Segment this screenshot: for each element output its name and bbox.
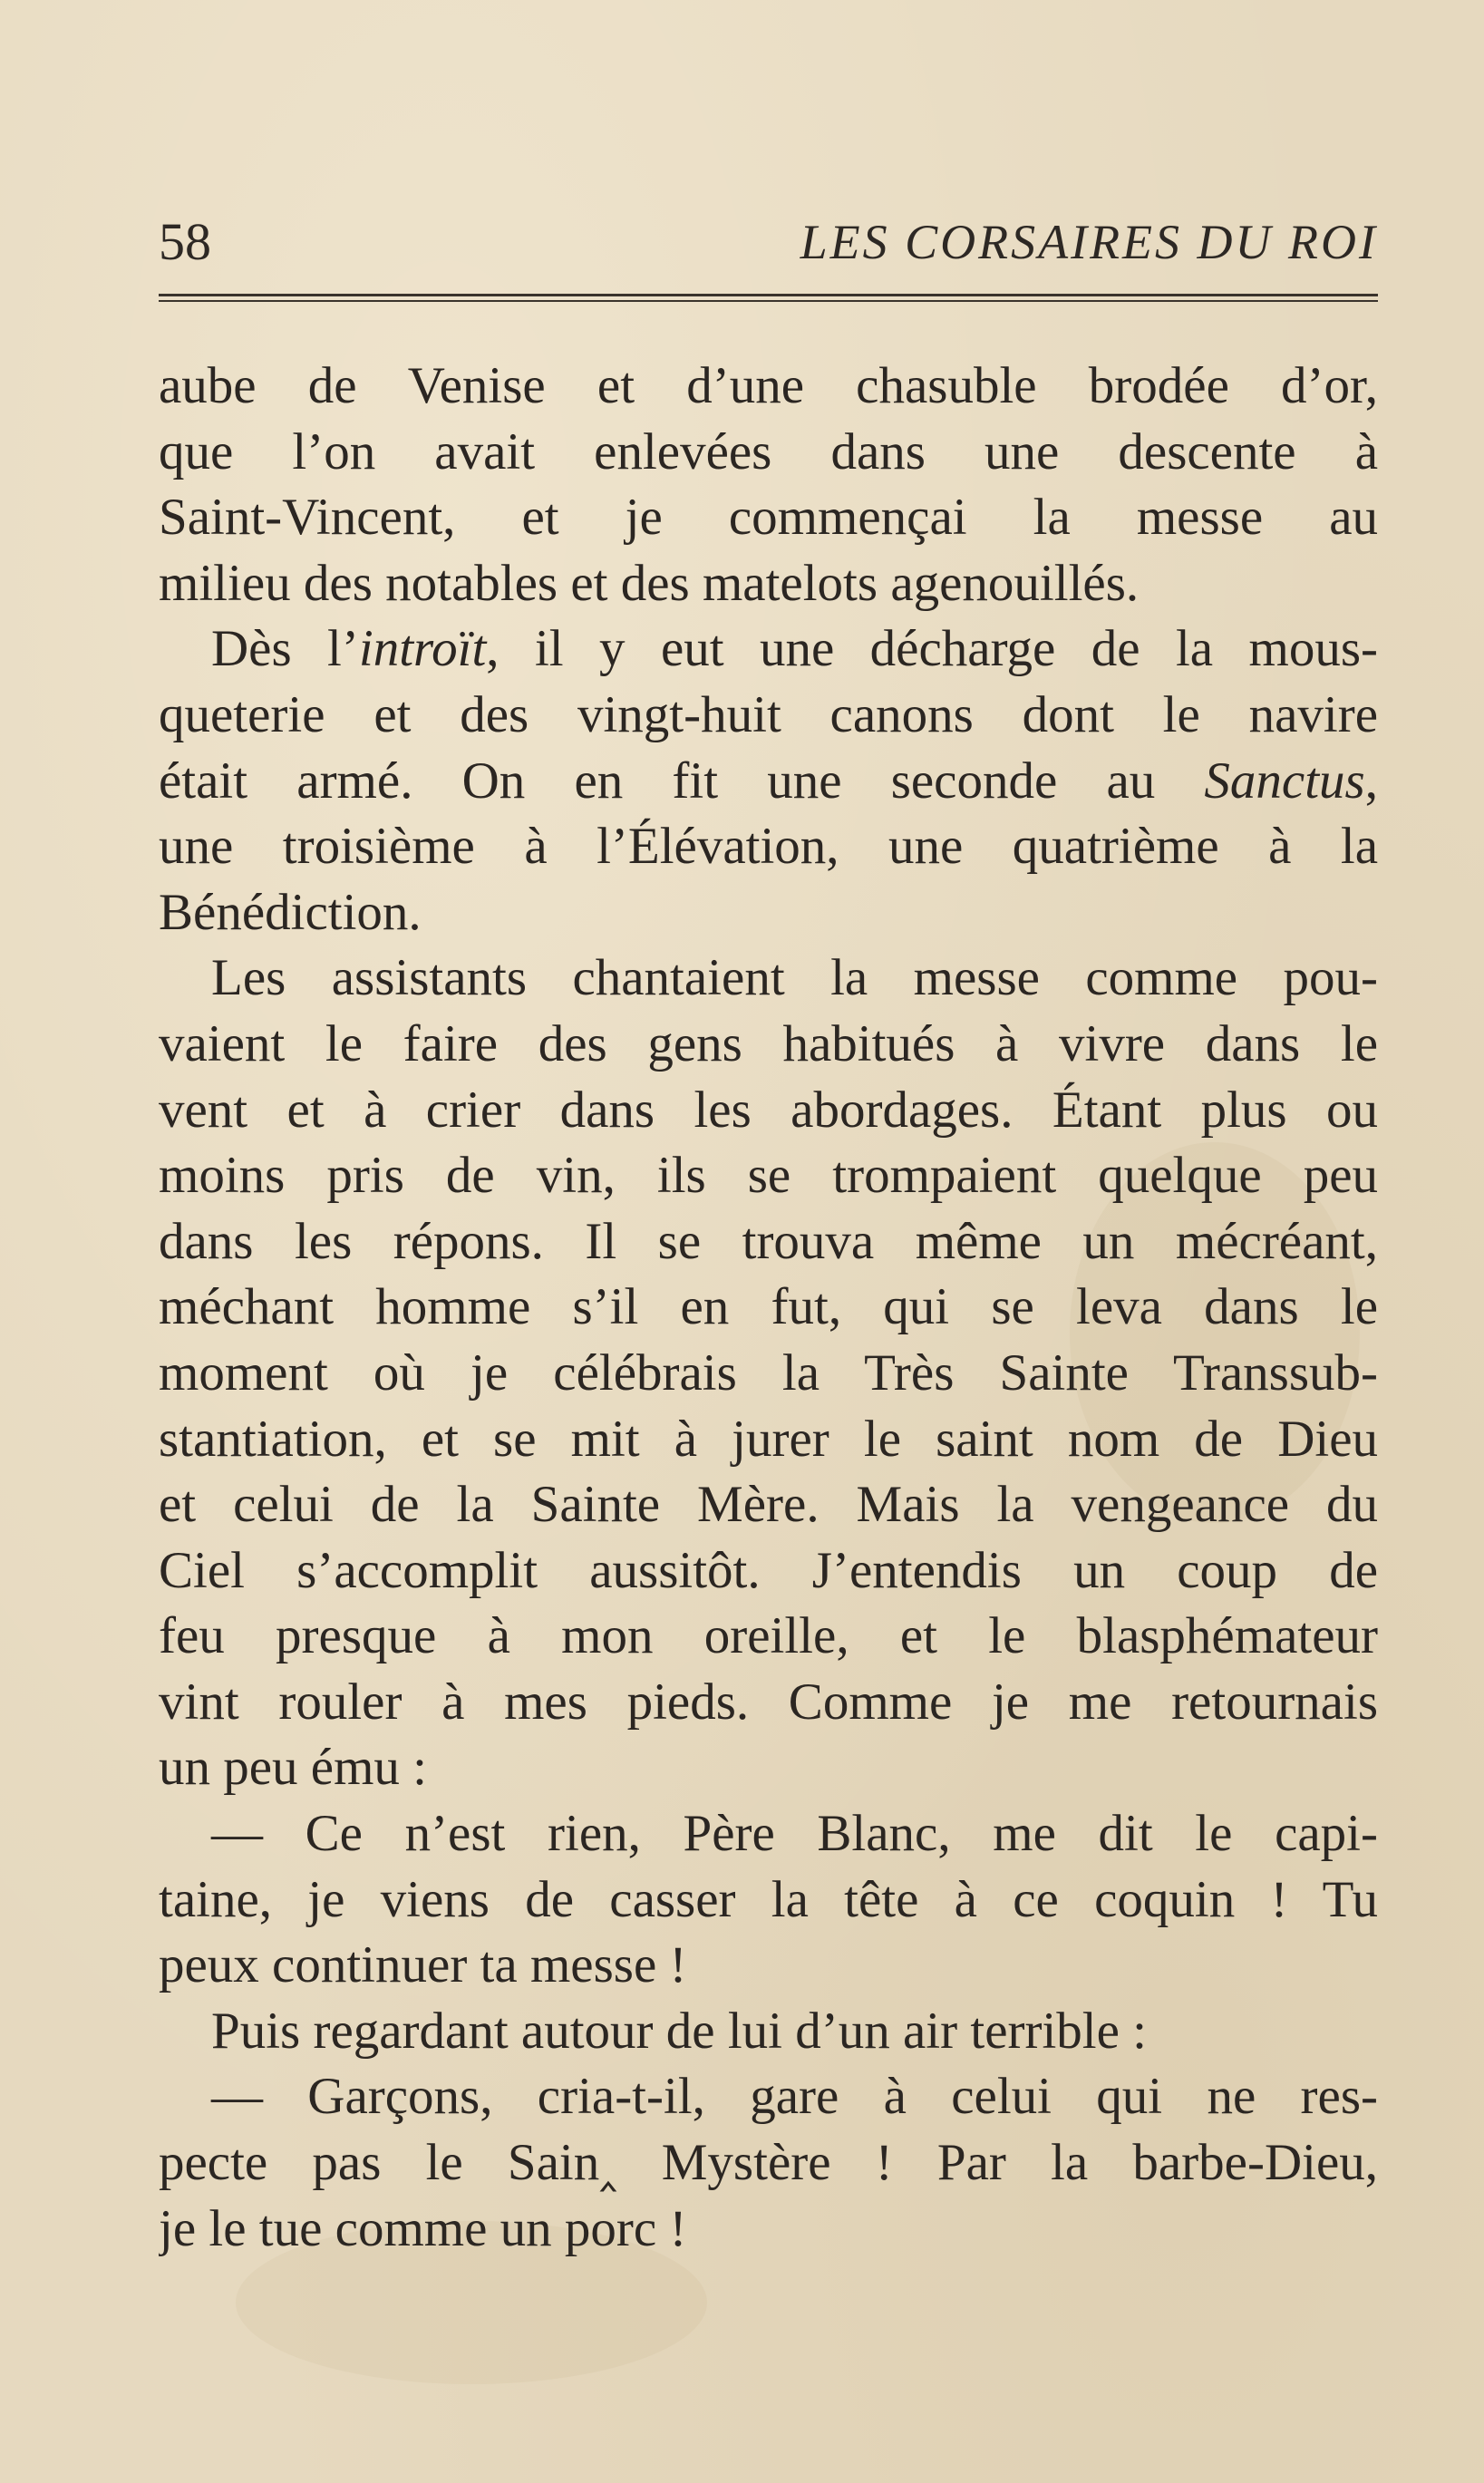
- text-line: peux continuer ta messe !: [159, 1936, 687, 1994]
- italic-term: introït: [358, 620, 487, 678]
- text-line: [159, 616, 1378, 683]
- text-line: que l’on avait enlevées dans une descente à: [159, 422, 1378, 480]
- book-title: LES CORSAIRES DU ROI: [800, 215, 1378, 269]
- text-line: Les assistants chantaient la messe comme pou-: [211, 949, 1378, 1007]
- text-line: pecte pas le Sain‸ Mystère ! Par la barbe-Dieu,: [159, 2134, 1378, 2192]
- text-line: — Ce n’est rien, Père Blanc, me dit le capi-: [211, 1805, 1378, 1863]
- text-line: une troisième à l’Élévation, une quatrième à la: [159, 818, 1378, 876]
- text-line: [159, 749, 1378, 815]
- text-line: Bénédiction.: [159, 883, 422, 941]
- text-line: aube de Venise et d’une chasuble brodée d’or,: [159, 357, 1378, 414]
- page-number: 58: [159, 212, 211, 271]
- text-line: dans les répons. Il se trouva même un mécréant,: [159, 1212, 1378, 1270]
- body-text: [159, 354, 1378, 2262]
- text-line: vint rouler à mes pieds. Comme je me retournais: [159, 1673, 1378, 1731]
- text-line: queterie et des vingt-huit canons dont le navire: [159, 685, 1378, 743]
- text-line: un peu ému :: [159, 1739, 428, 1797]
- text-line: taine, je viens de casser la tête à ce coquin ! Tu: [159, 1870, 1378, 1928]
- text-line: — Garçons, cria-t-il, gare à celui qui ne res-: [211, 2068, 1378, 2126]
- text-line: méchant homme s’il en fut, qui se leva dans le: [159, 1278, 1378, 1336]
- text-line: je le tue comme un porc !: [159, 2199, 687, 2257]
- text-line: Saint-Vincent, et je commençai la messe au: [159, 489, 1378, 547]
- italic-term: Sanctus: [1204, 752, 1365, 810]
- line-text: Dès l’: [211, 620, 359, 678]
- line-text: , il y eut une décharge de la mous-: [486, 620, 1378, 678]
- text-line: stantiation, et se mit à jurer le saint nom de Dieu: [159, 1410, 1378, 1468]
- text-line: milieu des notables et des matelots agenouillés.: [159, 554, 1140, 612]
- running-head: [159, 210, 1378, 274]
- text-line: vaient le faire des gens habitués à vivre dans le: [159, 1014, 1378, 1072]
- line-text: était armé. On en fit une seconde au: [159, 752, 1205, 810]
- text-line: feu presque à mon oreille, et le blasphémateur: [159, 1607, 1378, 1665]
- text-line: et celui de la Sainte Mère. Mais la vengeance du: [159, 1476, 1378, 1534]
- line-text: ,: [1364, 752, 1378, 810]
- text-line: vent et à crier dans les abordages. Étant plus ou: [159, 1081, 1378, 1139]
- text-line: Puis regardant autour de lui d’un air terrible :: [211, 2002, 1148, 2060]
- text-line: moins pris de vin, ils se trompaient quelque peu: [159, 1147, 1378, 1205]
- text-line: Ciel s’accomplit aussitôt. J’entendis un coup de: [159, 1541, 1378, 1599]
- header-rule: [159, 294, 1378, 302]
- text-line: moment où je célébrais la Très Sainte Transsub-: [159, 1343, 1378, 1402]
